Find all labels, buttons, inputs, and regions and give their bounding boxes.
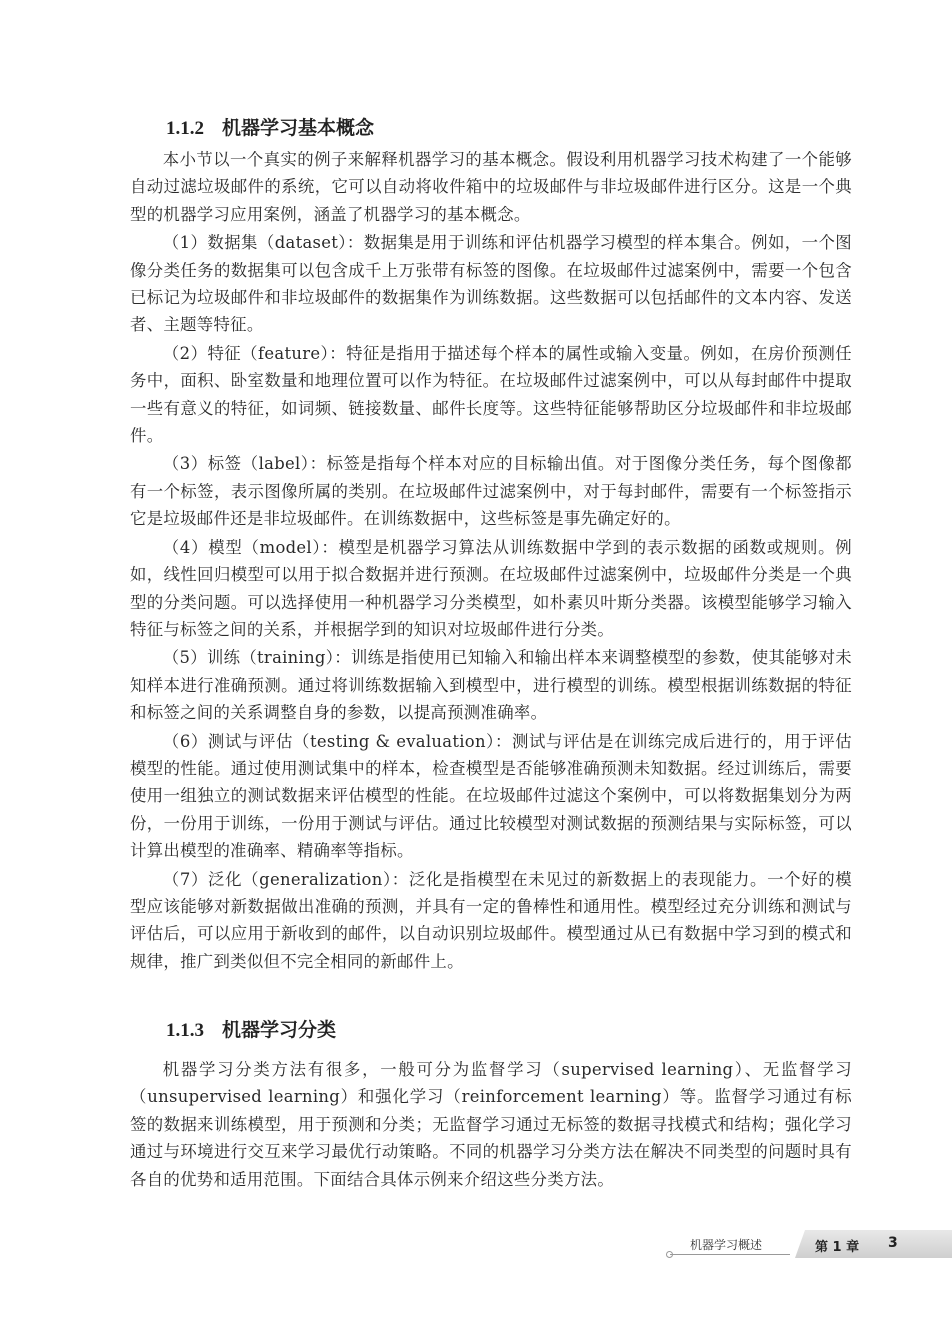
paragraph-model: （4）模型（model）：模型是机器学习算法从训练数据中学到的表示数据的函数或规则。例如，线性回归模型可以用于拟合数据并进行预测。在垃圾邮件过滤案例中，垃圾邮件分类是一个典型的分类问题。可以选择使用一种机器学习分类模型，如朴素贝叶斯分类器。该模型能够学习输入特征与标签之间的关系，并根据学到的知识对垃圾邮件进行分类。: [130, 537, 852, 639]
section-1-1-2-body: [130, 146, 852, 976]
section-number: 1.1.3: [166, 1020, 204, 1041]
paragraph-generalization: （7）泛化（generalization）：泛化是指模型在未见过的新数据上的表现能力。一个好的模型应该能够对新数据做出准确的预测，并具有一定的鲁棒性和通用性。模型经过充分训练和测试与评估后，可以应用于新收到的邮件，以自动识别垃圾邮件。模型通过从已有数据中学习到的模式和规律，推广到类似但不完全相同的新邮件上。: [130, 869, 852, 971]
footer-rule: [670, 1254, 790, 1255]
section-1-1-3-body: [130, 1056, 852, 1194]
paragraph: 机器学习分类方法有很多，一般可分为监督学习（supervised learning）、无监督学习（unsupervised learning）和强化学习（reinforcement learning）等。监督学习通过有标签的数据来训练模型，用于预测和分类；无监督学习通过无标签的数据寻找模式和结构；强化学习通过与环境进行交互来学习最优行动策略。不同的机器学习分类方法在解决不同类型的问题时具有各自的优势和适用范围。下面结合具体示例来介绍这些分类方法。: [130, 1060, 852, 1189]
paragraph-feature: （2）特征（feature）：特征是指用于描述每个样本的属性或输入变量。例如，在房价预测任务中，面积、卧室数量和地理位置可以作为特征。在垃圾邮件过滤案例中，可以从每封邮件中提取一些有意义的特征，如词频、链接数量、邮件长度等。这些特征能够帮助区分垃圾邮件和非垃圾邮件。: [130, 343, 852, 446]
page-number: 3: [888, 1235, 898, 1251]
footer-section-title: 机器学习概述: [690, 1238, 763, 1252]
paragraph-training: （5）训练（training）：训练是指使用已知输入和输出样本来调整模型的参数，使其能够对未知样本进行准确预测。通过将训练数据输入到模型中，进行模型的训练。模型根据训练数据的特征和标签之间的关系调整自身的参数，以提高预测准确率。: [130, 648, 852, 723]
paragraph-testing: （6）测试与评估（testing & evaluation）：测试与评估是在训练完成后进行的，用于评估模型的性能。通过使用测试集中的样本，检查模型是否能够准确预测未知数据。经过训练后，需要使用一组独立的测试数据来评估模型的性能。在垃圾邮件过滤这个案例中，可以将数据集划分为两份，一份用于训练，一份用于测试与评估。通过比较模型对测试数据的预测结果与实际标签，可以计算出模型的准确率、精确率等指标。: [130, 731, 852, 861]
section-title: 机器学习分类: [222, 1019, 337, 1041]
section-heading-1-1-2: [166, 113, 374, 140]
section-heading-1-1-3: [166, 1015, 336, 1042]
paragraph-label: （3）标签（label）：标签是指每个样本对应的目标输出值。对于图像分类任务，每个图像都有一个标签，表示图像所属的类别。在垃圾邮件过滤案例中，对于每封邮件，需要有一个标签指示它是垃圾邮件还是非垃圾邮件。在训练数据中，这些标签是事先确定好的。: [130, 454, 852, 529]
footer-chapter: 第 1 章: [815, 1240, 860, 1255]
paragraph-dataset: （1）数据集（dataset）：数据集是用于训练和评估机器学习模型的样本集合。例如，一个图像分类任务的数据集可以包含成千上万张带有标签的图像。在垃圾邮件过滤案例中，需要一个包含已标记为垃圾邮件和非垃圾邮件的数据集作为训练数据。这些数据可以包括邮件的文本内容、发送者、主题等特征。: [130, 233, 852, 335]
section-title: 机器学习基本概念: [222, 117, 375, 139]
section-number: 1.1.2: [166, 118, 204, 139]
paragraph: 本小节以一个真实的例子来解释机器学习的基本概念。假设利用机器学习技术构建了一个能够自动过滤垃圾邮件的系统，它可以自动将收件箱中的垃圾邮件与非垃圾邮件进行区分。这是一个典型的机器学习应用案例，涵盖了机器学习的基本概念。: [130, 150, 852, 224]
page-footer: [670, 1230, 952, 1260]
